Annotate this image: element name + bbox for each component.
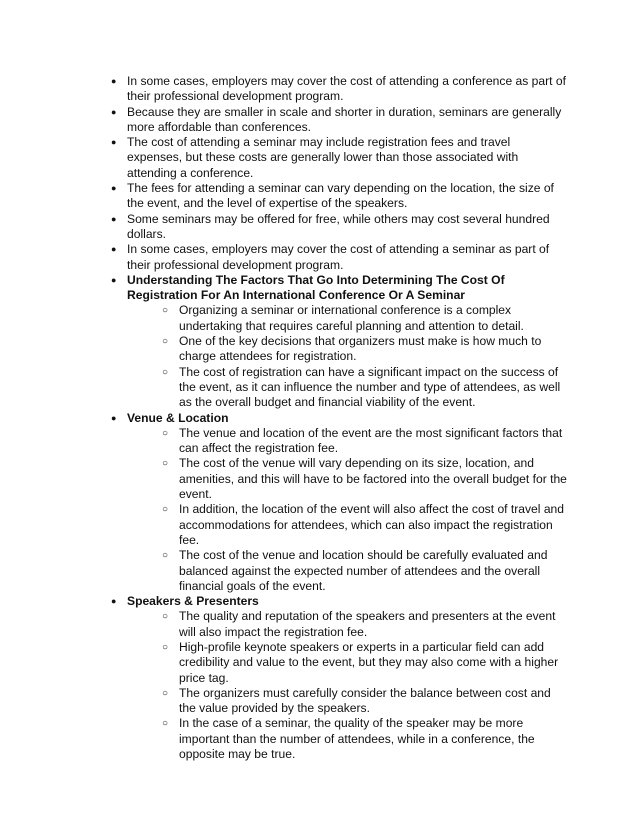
section-heading: Venue & Location xyxy=(127,410,229,425)
list-item-text: The cost of attending a seminar may include registration fees and travel expenses, but these costs are generally lower than those associated with attending a conference. xyxy=(127,135,519,180)
sub-list-item: ○ The organizers must carefully consider the balance between cost and the value provided by the speakers. xyxy=(179,686,567,717)
list-item xyxy=(127,135,567,181)
sub-list-item: ○ In addition, the location of the event will also affect the cost of travel and accommodations for attendees, which can also impact the registration fee. xyxy=(179,502,567,548)
list-item xyxy=(127,181,567,212)
sub-list-item: ○ The cost of the venue will vary depending on its size, location, and amenities, and this will have to be factored into the overall budget for the event. xyxy=(179,456,567,502)
sub-list-item: ○ Organizing a seminar or international conference is a complex undertaking that requires careful planning and attention to detail. xyxy=(179,303,567,334)
section-heading-item xyxy=(127,594,567,762)
list-item-text: In some cases, employers may cover the cost of attending a seminar as part of their professional development program. xyxy=(127,242,550,272)
section-heading: Speakers & Presenters xyxy=(127,594,259,609)
list-item xyxy=(127,74,567,105)
bullet-list xyxy=(127,74,567,762)
sub-list-item: ○ The cost of registration can have a significant impact on the success of the event, as it can influence the number and type of attendees, as well as the overall budget and financial viability of the event. xyxy=(179,365,567,411)
sub-list xyxy=(179,303,567,410)
list-item xyxy=(127,105,567,136)
sub-list-item: ○ One of the key decisions that organizers must make is how much to charge attendees for registration. xyxy=(179,334,567,365)
sub-list-item: ○ The cost of the venue and location should be carefully evaluated and balanced against the expected number of attendees and the overall financial goals of the event. xyxy=(179,548,567,594)
sub-list-item: ○ High-profile keynote speakers or experts in a particular field can add credibility and value to the event, but they may also come with a higher price tag. xyxy=(179,640,567,686)
sub-list-item: ○ The quality and reputation of the speakers and presenters at the event will also impact the registration fee. xyxy=(179,609,567,640)
section-heading-item xyxy=(127,411,567,595)
sub-list-item: ○ The venue and location of the event are the most significant factors that can affect the registration fee. xyxy=(179,426,567,457)
sub-list-item: ○ In the case of a seminar, the quality of the speaker may be more important than the number of attendees, while in a conference, the opposite may be true. xyxy=(179,716,567,762)
section-heading-item xyxy=(127,273,567,411)
sub-list xyxy=(179,609,567,762)
list-item xyxy=(127,242,567,273)
section-heading: Understanding The Factors That Go Into Determining The Cost Of Registration For An International Conference Or A Seminar xyxy=(127,272,505,303)
list-item-text: The fees for attending a seminar can vary depending on the location, the size of the event, and the level of expertise of the speakers. xyxy=(127,181,554,211)
list-item-text: Because they are smaller in scale and shorter in duration, seminars are generally more affordable than conferences. xyxy=(127,104,562,134)
list-item-text: Some seminars may be offered for free, while others may cost several hundred dollars. xyxy=(127,211,550,241)
list-item-text: In some cases, employers may cover the cost of attending a conference as part of their professional development program. xyxy=(127,74,566,104)
list-item xyxy=(127,212,567,243)
sub-list xyxy=(179,426,567,594)
